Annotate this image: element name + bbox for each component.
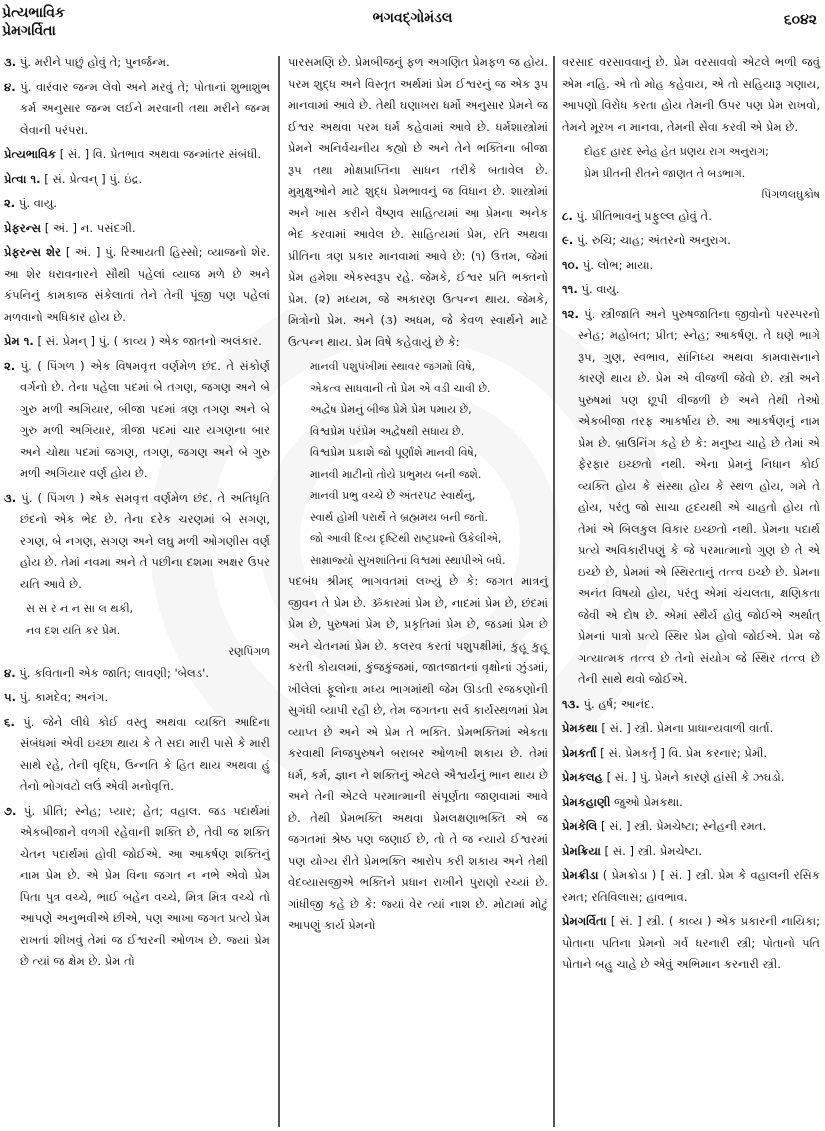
sense-definition	[562, 279, 820, 301]
sense-definition	[4, 356, 270, 485]
headword: પ્રેમક્રિયા	[562, 843, 601, 858]
column-3	[562, 52, 820, 979]
definition: [ સં. પ્રેત્વન્ ] પું. ઇંદ્ર.	[44, 171, 143, 186]
verse-line: નવ દશ યતિ કર પ્રેમ.	[26, 623, 121, 637]
column-divider	[553, 56, 555, 1127]
definition: [ સં. ] સ્ત્રી. પ્રેમના પ્રાધાન્યવાળી વાર્તા.	[601, 721, 774, 735]
verse-line: માનવી પશુપંખીમાં સ્થાવર જંગમો વિષે,	[310, 360, 476, 373]
sense-number: ૧૩.	[562, 696, 580, 711]
definition: પું. રુચિ; ચાહ; અંતરનો અનુરાગ.	[576, 233, 731, 247]
page-header	[0, 0, 825, 48]
dictionary-entry	[4, 169, 270, 191]
headword: પ્રેમકલહ	[562, 770, 603, 784]
dictionary-entry	[4, 242, 270, 328]
verse-line: વિશ્વપ્રેમ પરંપ્રેમ અદ્વેષથી સધાય છે.	[310, 424, 465, 438]
definition-text	[562, 52, 820, 138]
definition: પું. ( પિંગળ ) એક વિષમવૃત્ત વર્ણમેળ છંદ. તે સંકોર્ણ વર્ગનો છે. તેના પહેલા પદમાં બે તગણ, જગણ અને બે ગુરુ મળી અગિયાર, બીજા પદમાં ત્રણ તગણ અને બે ગુરુ મળી અગિયાર, ત્રીજા પદમાં ચાર યગણના બાર અને ચોથા પદમાં જગણ, તગણ, જગણ અને બે ગુરુ મળી અગિયાર વર્ણ હોય છે.	[20, 358, 270, 480]
verse-line: સામ્રાજ્યો સુખશાંતિનાં વિશ્વમાં સ્થાપીએ બધે.	[310, 553, 506, 567]
definition: [ સં. ] વિ. પ્રેતભાવ અથવા જન્માંતર સંબંધી.	[59, 147, 262, 161]
dictionary-entry	[4, 218, 270, 240]
sense-definition	[4, 77, 270, 142]
definition: વરસાદ વરસાવવાનું છે. પ્રેમ વરસાવવો એટલે ભળી જવું એમ નહિ. એ તો મોહ કહેવાય, એ તો સહિયારૂ ગણાય, આપણો વિરોધ કરતા હોય તેમની ઉપર પણ પ્રેમ રાખવો, તેમને મૂરખ ન માનવા, તેમની સેવા કરવી એ પ્રેમ છે.	[562, 55, 820, 134]
guide-last-word: પ્રેમગર્વિતા	[2, 23, 56, 39]
dictionary-entry	[562, 911, 820, 976]
sense-number: ૮.	[562, 208, 573, 223]
definition: [ સં. પ્રેમન્ ] પું. ( કાવ્ય ) એક જાતનો અલંકાર.	[37, 334, 262, 348]
verse-source: રણપિંગળ	[228, 645, 270, 658]
sense-number: ૪.	[4, 665, 16, 680]
dictionary-entry	[562, 792, 820, 814]
definition: [ સં. ] સ્ત્રી. પ્રેમચેષ્ટા.	[604, 843, 703, 858]
sense-number: ૧૦.	[562, 257, 580, 272]
sense-number: ૩.	[4, 490, 17, 505]
definition-text	[288, 52, 548, 353]
sense-definition	[4, 193, 270, 215]
headword: પ્રેમકથા	[562, 721, 598, 735]
verse-line: માનવી માટીનો તોયે પ્રભુમય બની જશે.	[310, 467, 482, 481]
dictionary-entry	[4, 331, 270, 353]
sense-definition	[4, 663, 270, 685]
headword: પ્રેમગર્વિતા	[562, 914, 607, 928]
definition: પું. લોભ; માયા.	[582, 257, 654, 272]
sense-number: ૨.	[4, 358, 16, 373]
definition: પદબંધ શ્રીમદ્ ભાગવતમાં લખ્યું છે કે: જગત માત્રનું જીવન તે પ્રેમ છે. ૐકારમાં પ્રેમ છે, નાદમાં પ્રેમ છે, છંદમાં પ્રેમ છે, પુરુષમાં પ્રેમ છે, પ્રકૃતિમાં પ્રેમ છે, જડમાં પ્રેમ છે અને ચેતનમાં પ્રેમ છે. કલરવ કરતાં પશુપક્ષીમાં, કુહૂ કુહૂ કરતી કોયલમાં, કુંજકુંજમાં, જાતજાતનાં વૃક્ષોનાં ઝુંડમાં, ખીલેલાં ફૂલોના મધ્ય ભાગમાંથી જેમ ઊડતી રજકણોની સુગંધી વ્યાપી રહી છે, તેમ જગતના સર્વ કાર્યસ્થળમાં પ્રેમ વ્યાપ્ત છે અને એ પ્રેમ તે ભક્તિ. પ્રેમભક્તિમાં એકતા કરવાથી નિજપુરુષને બરાબર ઓળખી શકાય છે. તેમાં ધર્મ, કર્મ, જ્ઞાન ને શક્તિનું એટલે ઐશ્વર્યનું ભાન થાય છે અને તેની એટલે પરમાત્માની સંપૂર્ણતા જાણવામાં આવે છે. તેથી પ્રેમભક્તિ અથવા પ્રેમલક્ષણાભક્તિ એ જ જગતમાં શ્રેષ્ઠ પણ જણાઈ છે, તો તે જ ન્યાયે ઈશ્વરમાં પણ યોગ્ય રીતે પ્રેમભક્તિ આરોપ કરી શકાય અને તેથી વેદવ્યાસજીએ ભક્તિને પ્રધાન રાખીને પુરાણો રચ્યાં છે. ગાંધીજી કહે છે કે: જ્યાં વેર ત્યાં નાશ છે. મોટામાં મોટું આપણું કાર્ય પ્રેમનો	[288, 574, 548, 932]
sense-number: ૪.	[4, 79, 16, 94]
definition: [ અં. ] પું. રિઆયતી હિસ્સો; વ્યાજનો શેર. આ શેર ધરાવનારને સૌથી પહેલાં વ્યાજ મળે છે અને કંપનિનું કામકાજ સંકેલાતાં તેને તેની પૂંજી પણ પહેલાં મળવાનો અધિકાર હોય છે.	[4, 245, 271, 324]
dictionary-entry	[562, 865, 820, 908]
definition: પું. હર્ષ; આનંદ.	[583, 696, 655, 711]
sense-number: ૯.	[562, 233, 574, 247]
verse-line: એકત્વ સાધવાની તો પ્રેમ એ વડી ચાવી છે.	[310, 381, 491, 395]
sense-definition	[4, 488, 270, 596]
definition: [ સં. ] પું. પ્રેમને કારણે હાંસી કે ઝઘડો.	[606, 770, 785, 784]
headword: પ્રેમકેલિ	[562, 819, 598, 833]
dictionary-title: ભગવદ્ગોમંડલ	[372, 10, 453, 26]
sense-definition	[4, 801, 270, 973]
verse-source: પિંગળલઘુકોષ	[761, 188, 820, 201]
headword: પ્રેફરન્સ	[4, 220, 41, 235]
sense-definition	[4, 712, 270, 798]
dictionary-entry	[562, 841, 820, 863]
dictionary-entry	[562, 816, 820, 838]
definition: પું. વાયુ.	[581, 282, 620, 296]
sense-definition	[4, 687, 270, 709]
sense-number: ૧૧.	[562, 282, 578, 296]
headword: પ્રેમકર્તા	[562, 745, 597, 760]
verse-line: પ્રેમ પ્રીતની રીતને જાણત તે બડભાગ.	[584, 166, 746, 180]
column-divider	[278, 56, 280, 1127]
sense-definition	[562, 230, 820, 252]
sense-definition	[562, 255, 820, 277]
definition: પારસમણિ છે. પ્રેમબીજનું ફળ અગણિત પ્રેમફળ જ હોય. પરમ શુદ્ધ અને વિસ્તૃત અર્થમાં પ્રેમ ઈશ્વરનું જ એક રૂપ માનવામાં આવે છે. તેથી ઘણાખરા ધર્મો અનુસાર પ્રેમને જ ઈશ્વર અથવા પરમ ધર્મ કહેવામાં આવે છે. ધર્મશાસ્ત્રોમાં પ્રેમને અનિર્વચનીય કહ્યો છે અને તેને ભક્તિના બીજા રૂપ તથા મોક્ષપ્રાપ્તિના સાધન તરીકે બતાવેલ છે. મુમુક્ષુઓને માટે શુદ્ધ પ્રેમભાવનું જ વિધાન છે. શાસ્ત્રોમાં અને ખાસ કરીને વૈષ્ણવ સાહિત્યમાં આ પ્રેમના અનેક ભેદ કરવામાં આવેલ છે. સાહિત્યમાં પ્રેમ, રતિ અથવા પ્રીતિના ત્રણ પ્રકાર માનવામાં આવે છે: (૧) ઉત્તમ, જેમાં પ્રેમ હમેશા એકસ્વરૂપ રહે. જેમકે, ઈશ્વર પ્રતિ ભક્તનો પ્રેમ. (૨) મધ્યમ, જે અકારણ ઉત્પન્ન થાય. જેમકે, મિત્રોનો પ્રેમ. અને (૩) અધમ, જે કેવળ સ્વાર્થને માટે ઉત્પન્ન થાય. પ્રેમ વિષે કહેવાયું છે કે:	[288, 55, 548, 349]
definition: [ અં. ] ન. પસંદગી.	[44, 220, 136, 235]
definition: પું. પ્રીતિ; સ્નેહ; પ્યાર; હેત; વહાલ. જડ પદાર્થમાં એકબીજાને વળગી રહેવાની શક્તિ છે, તેવી જ શક્તિ ચેતન પદાર્થમાં હોવી જોઈએ. આ આકર્ષણ શક્તિનું નામ પ્રેમ છે. એ પ્રેમ વિના જગત ન નભે એવો પ્રેમ પિતા પુત્ર વચ્ચે, ભાઈ બહેન વચ્ચે, મિત્ર મિત્ર વચ્ચે તો આપણે અનુભવીએ છીએ, પણ આખા જગત પ્રત્યે પ્રેમ રાખતાં શીખવું તેમાં જ ઈશ્વરની ઓળખ છે. જ્યાં પ્રેમ છે ત્યાં જ ક્ષેમ છે. પ્રેમ તો	[20, 803, 270, 968]
sense-number: ૧૨.	[562, 306, 579, 321]
definition: પું. મરીને પાછું હોવું તે; પુનર્જન્મ.	[19, 55, 170, 69]
headword: પ્રેત્યભાવિક	[4, 147, 57, 161]
dictionary-entry	[562, 743, 820, 765]
definition: [ સં. ] સ્ત્રી. પ્રેમચેષ્ટા; સ્નેહની રમત.	[600, 819, 767, 833]
dictionary-entry	[562, 767, 820, 789]
verse-line: સ્વાર્થ હોમી પરાર્થે તે બ્રહ્મમય બની જતો.	[310, 510, 489, 524]
dictionary-entry	[562, 718, 820, 740]
sense-number: ૩.	[4, 55, 17, 69]
guide-first-word: પ્રેત્યભાવિક	[2, 5, 65, 21]
headword: પ્રેમક્રીડા	[562, 868, 599, 882]
headword: પ્રેમ ૧.	[4, 334, 34, 348]
column-1	[4, 52, 270, 976]
headword: પ્રેમકહાણી	[562, 794, 611, 809]
definition: પું. પ્રીતિભાવનું પ્રફુલ્લ હોવું તે.	[576, 208, 712, 223]
sense-number: ૭.	[4, 803, 17, 818]
headword: પ્રેફરન્સ શેર	[4, 245, 62, 259]
verse-line: માનવી પ્રભુ વચ્ચે છે અંતરપટ સ્વાર્થનું,	[310, 489, 476, 502]
sense-number: ૨.	[4, 196, 16, 210]
definition: પું. કામદેવ; અનંગ.	[19, 690, 109, 704]
verse-line: વિશ્વપ્રેમ પ્રકાશે જો પૂર્ણાંશે માનવી વિષે,	[310, 446, 478, 459]
definition: ( પ્રેમક્રોડા ) [ સં. ] સ્ત્રી. પ્રેમ કે વહાલની રસિક રમત; રતિવિલાસ; હાવભાવ.	[562, 868, 820, 904]
sense-number: ૫.	[4, 690, 17, 704]
sense-definition	[562, 206, 820, 228]
definition: પું. જેને લીધે કોઈ વસ્તુ અથવા વ્યક્તિ આદિના સંબંધમાં એવી ઇચ્છા થાય કે તે સદા મારી પાસે કે મારી સાથે રહે, તેની વૃદ્ધિ, ઉન્નતિ કે હિત થાય અથવા હું તેનો ભોગવટો લઉં એવી મનોવૃત્તિ.	[20, 714, 270, 793]
column-2	[288, 52, 548, 940]
verse-line: જો આવી દિવ્ય દૃષ્ટિથી રાષ્ટ્રપ્રશ્નો ઉકેલીએ,	[310, 532, 502, 545]
sense-definition	[562, 694, 820, 716]
definition: પું. કવિતાની એક જાતિ; લાવણી; 'બેલડ'.	[19, 665, 210, 680]
definition: પું. ( પિંગળ ) એક સમવૃત્ત વર્ણમેળ છંદ. તે અતિધૃતિ છંદનો એક ભેદ છે. તેના દરેક ચરણમાં બે સગણ, રગણ, બે નગણ, સગણ અને લઘુ મળી ઓગણીસ વર્ણ હોય છે. તેમાં નવમા અને તે પછીના દશમા અક્ષર ઉપર યતિ આવે છે.	[20, 490, 271, 591]
verse-line: દોહદ હારદ સ્નેહ હેત પ્રણય રાગ અનુરાગ;	[584, 145, 769, 158]
definition: પું. વાયુ.	[18, 196, 58, 210]
verse-line: સ સ ર ન ન સા લ થકી,	[26, 602, 134, 615]
sense-number: ૬.	[4, 714, 15, 729]
page-number: ૬૦૪૨	[783, 12, 817, 28]
verse-line: અદ્વેષ પ્રેમનું બીજ પ્રેમે પ્રેમ પમાય છે,	[310, 403, 472, 416]
definition: પું. સ્ત્રીજાતિ અને પુરુષજાતિના જીવોનો પરસ્પરનો સ્નેહ; મહોબત; પ્રીત; સ્નેહ; આકર્ષણ. તે ઘણે ભાગે રૂપ, ગુણ, સ્વભાવ, સાંનિધ્ય અથવા કામવાસનાને કારણે થાય છે. પ્રેમ એ વીજળી જેવો છે. સ્ત્રી અને પુરુષમાં પણ છૂપી વીજળી છે અને તેથી તેઓ એકબીજા તરફ આકર્ષાય છે. આ આકર્ષણનું નામ પ્રેમ છે. બ્રાઉનિંગ કહે છે કે: મનુષ્ય ચાહે છે તેમાં એ ફેરફાર ઇચ્છતો નથી. એના પ્રેમનું નિધાન કોઈ વ્યક્તિ હોય કે સંસ્થા હોય કે સ્થળ હોય, ગમે તે હોય, પરંતુ જો સાચા હૃદયથી એ ચાહતો હોય તો તેમાં એ બિલકુલ વિકાર ઇચ્છતો નથી. પ્રેમના પદાર્થ પ્રત્યે અવિકારીપણું કે જે પરમાત્માનો ગુણ છે તે એ ઇચ્છે છે, પ્રેમમાં એ સ્થિરતાનું તત્ત્વ ઇચ્છે છે. પ્રેમના અનંત વિષયો હોય, પરંતુ એમાં ચંચલતા, ક્ષણિકતા જેવી એ દોષ છે. એમાં સ્થૈર્ય હોવું જોઈએ અર્થાત્ પ્રેમનાં પાત્રો પ્રત્યે સ્થિર પ્રેમ હોવો જોઈએ. પ્રેમ જે ગત્યાત્મક તત્ત્વ છે તેનો સંયોગ જે સ્થિર તત્ત્વ છે તેની સાથે થવો જોઈએ.	[578, 306, 820, 686]
definition-text	[288, 571, 548, 937]
sense-definition	[4, 52, 270, 74]
definition: [ સં. ] સ્ત્રી. ( કાવ્ય ) એક પ્રકારની નાયિકા; પોતાના પતિના પ્રેમનો ગર્વ ધરનારી સ્ત્રી; પોતાનો પતિ પોતાને બહુ ચાહે છે એવું અભિમાન કરનારી સ્ત્રી.	[562, 914, 821, 971]
sense-definition	[562, 304, 820, 691]
definition: પું. વારંવાર જન્મ લેવો અને મરવું તે; પોતાનાં શુભાશુભ કર્મ અનુસાર જન્મ લઈને મરવાની તથા મરીને જન્મ લેવાની પરંપરા.	[20, 79, 271, 137]
definition: [ સં. પ્રેમકર્તૃ ] વિ. પ્રેમ કરનાર; પ્રેમી.	[600, 745, 768, 760]
definition: જુઓ પ્રેમકથા.	[614, 794, 683, 809]
dictionary-entry	[4, 144, 270, 166]
headword: પ્રેત્વા ૧.	[4, 171, 41, 186]
